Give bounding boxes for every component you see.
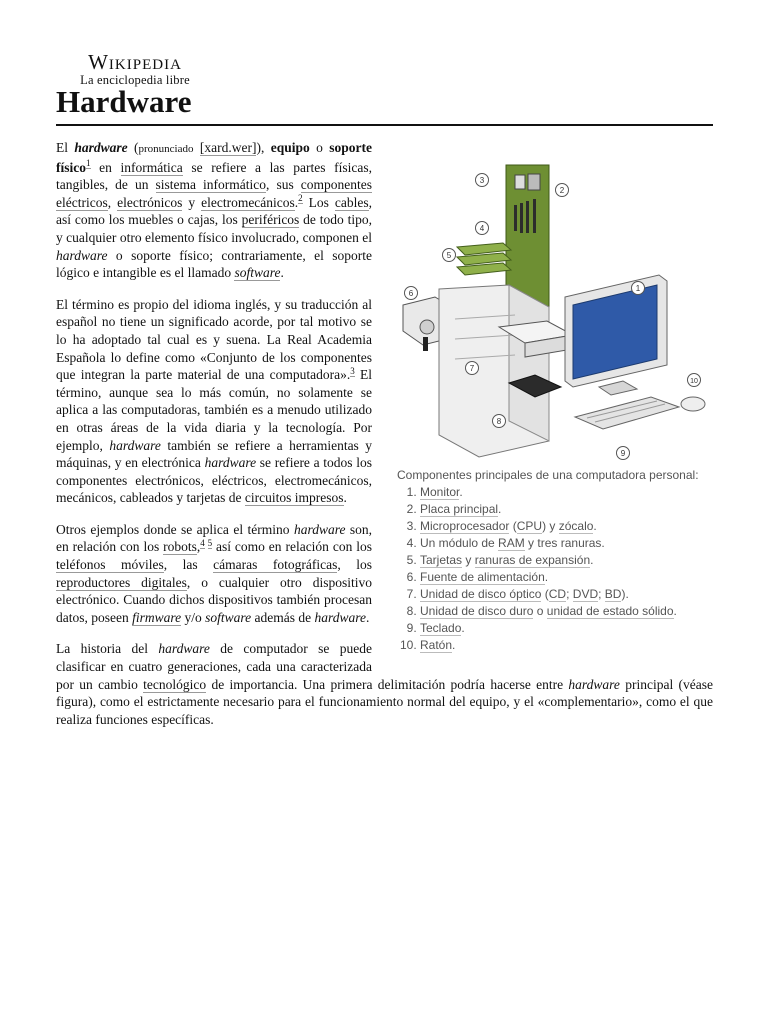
caption-link[interactable]: CPU xyxy=(516,519,543,533)
power-supply-fan-shape xyxy=(420,320,434,334)
reference-link[interactable]: 5 xyxy=(207,537,213,548)
caption-item: 9. Teclado. xyxy=(420,620,713,637)
ram-slot-shape xyxy=(514,205,517,231)
caption-link[interactable]: Microprocesador xyxy=(420,519,510,533)
caption-item: 2. Placa principal. xyxy=(420,501,713,518)
caption-link[interactable]: BD xyxy=(604,587,622,601)
caption-text: ( xyxy=(541,587,549,601)
callout-label: 2 xyxy=(559,186,565,195)
caption-text: y xyxy=(462,553,475,567)
callout-label: 3 xyxy=(479,176,485,185)
text-run: El xyxy=(56,140,68,155)
ram-slot-shape xyxy=(520,203,523,233)
callout-label: 8 xyxy=(496,417,502,426)
caption-link[interactable]: Placa principal xyxy=(420,502,499,516)
caption-text: Un módulo de xyxy=(420,536,499,550)
text-run: se refiere a las partes físicas, tangibles, de un xyxy=(56,159,373,193)
text-run: Otros ejemplos donde se aplica el término xyxy=(56,521,290,537)
link-tecnologico[interactable]: tecnológico xyxy=(143,676,207,692)
callout-label: 6 xyxy=(408,289,414,298)
caption-text: y tres ranuras. xyxy=(524,536,605,550)
text-run: son, en relación con los xyxy=(56,521,373,555)
link-perifericos[interactable]: periféricos xyxy=(241,212,300,228)
link-camaras-fotograficas[interactable]: cámaras fotográficas xyxy=(213,557,338,573)
caption-link[interactable]: Ratón xyxy=(420,638,453,652)
caption-link[interactable]: Unidad de disco óptico xyxy=(420,587,542,601)
text-run: La historia del xyxy=(56,641,148,657)
term-hardware: hardware xyxy=(293,521,346,537)
pronunciation-link[interactable]: [xard.wer] xyxy=(199,140,257,155)
callout-label: 1 xyxy=(635,284,641,293)
caption-text: ( xyxy=(509,519,517,533)
ram-slot-shape xyxy=(533,199,536,233)
link-electronicos[interactable]: electrónicos xyxy=(117,194,183,210)
monitor-stand-shape xyxy=(599,381,637,395)
caption-text: ; xyxy=(598,587,605,601)
caption-link[interactable]: unidad de estado sólido xyxy=(546,604,674,618)
caption-item xyxy=(420,586,713,603)
text-run: también se refiere a herramientas y máquinas, y en electrónica xyxy=(56,437,373,471)
caption-item: 5. Tarjetas y ranuras de expansión. xyxy=(420,552,713,569)
page-title: Hardware xyxy=(56,84,192,119)
callout-label: 10 xyxy=(690,378,698,385)
caption-link[interactable]: RAM xyxy=(498,536,525,550)
cpu-socket-shape xyxy=(515,175,525,189)
link-cables[interactable]: cables xyxy=(334,194,369,210)
reference-link[interactable]: 3 xyxy=(350,365,355,376)
caption-item xyxy=(420,535,713,552)
caption-link[interactable]: zócalo xyxy=(558,519,594,533)
ram-slot-shape xyxy=(526,201,529,233)
caption-item: 1. Monitor. xyxy=(420,484,713,501)
figure-image[interactable] xyxy=(397,139,713,467)
text-run: , o cualquier otro dispositivo electrónico. Cuando dichos dispositivos también procesan datos, poseen xyxy=(56,574,372,625)
reference-link[interactable]: 1 xyxy=(86,158,91,169)
logo-tagline: La enciclopedia libre xyxy=(80,73,190,87)
title-divider xyxy=(56,124,713,126)
link-firmware[interactable]: firmware xyxy=(132,609,182,625)
text-run: El término es propio del idioma inglés, y su traducción al español no tiene un significado acorde, por tal motivo se lo ha adoptado tal cual es y suena. La Real Academia Española lo define como «Conjunto de los componentes que integran la parte material de una computadora». xyxy=(56,296,372,383)
caption-link[interactable]: Teclado xyxy=(420,621,462,635)
caption-link[interactable]: Tarjetas xyxy=(420,553,463,567)
link-electromecanicos[interactable]: electromecánicos xyxy=(201,194,295,210)
term-hardware: hardware xyxy=(74,140,128,155)
text-run: o xyxy=(316,140,323,155)
caption-item: 6. Fuente de alimentación. xyxy=(420,569,713,586)
text-run: de todo tipo, y cualquier otro elemento físico involucrado, componen el xyxy=(56,212,373,245)
term-hardware: hardware xyxy=(158,641,210,657)
text-run: y xyxy=(188,194,196,210)
keyboard-shape xyxy=(575,397,679,429)
callout-label: 7 xyxy=(469,364,475,373)
pronunciation-label: pronunciado xyxy=(138,143,194,155)
caption-link[interactable]: ranuras de expansión xyxy=(474,553,591,567)
text-run: principal (véase figura), como el estrictamente necesario para el funcionamiento normal del equipo, y el «complementario», como el que realiza funciones específicas. xyxy=(56,676,714,727)
text-run: se refiere a todos los componentes electrónicos, eléctricos, electromecánicos, mecánicos, cableados y tarjetas de xyxy=(56,455,372,506)
paragraph-term: El término es propio del idioma inglés, y su traducción al español no tiene un significado acorde, por tal motivo se lo ha adoptado tal cual es y suena. La Real Academia Española lo define como «Conjunto de los componentes que integran la parte material de una computadora».$^3$ El término, aunque sea lo más común, no solamente se aplica a las computadoras, también es a menudo utilizado en otras áreas de la vida diaria y la tecnología. Por ejemplo, hardware también se refiere a herramientas y máquinas, y en electrónica hardware se refiere a todos los componentes electrónicos, eléctricos, electromecánicos, mecánicos, cableados y tarjetas de circuitos impresos. xyxy=(56,296,373,506)
caption-link[interactable]: Monitor xyxy=(420,485,460,499)
article-body xyxy=(56,139,713,742)
callout-label: 5 xyxy=(446,251,452,260)
term-hardware: hardware xyxy=(568,676,620,692)
caption-text: o xyxy=(533,604,547,618)
text-run: ), xyxy=(256,140,265,155)
link-componentes-electricos[interactable]: componentes eléctricos xyxy=(56,177,372,210)
term-equipo: equipo xyxy=(270,140,310,155)
text-run: o soporte físico; contrariamente, el soporte lógico e intangible es el llamado xyxy=(56,247,372,281)
text-run: así como en relación con los xyxy=(215,539,373,555)
paragraph-examples: Otros ejemplos donde se aplica el término hardware son, en relación con los robots,$^{4 5}$ así como en relación con los teléfonos móviles, las cámaras fotográficas, los reproductores digitales, o cualquier otro dispositivo electrónico. Cuando dichos dispositivos también procesan datos, poseen firmware y/o software además de hardware. xyxy=(56,521,373,625)
figure-computer-components xyxy=(397,139,713,654)
term-hardware: hardware xyxy=(204,455,257,471)
text-run: , los xyxy=(337,557,373,573)
text-run: de importancia. Una primera delimitación podría hacerse entre xyxy=(211,676,564,692)
caption-item: 3. Microprocesador (CPU) y zócalo. xyxy=(420,518,713,535)
link-informatica[interactable]: informática xyxy=(120,159,183,175)
caption-link[interactable]: CD xyxy=(548,587,567,601)
reference-link[interactable]: 4 xyxy=(200,537,205,548)
term-soporte-fisico: soporte físico xyxy=(56,140,372,175)
caption-text: ; xyxy=(566,587,573,601)
figure-caption xyxy=(397,467,713,654)
link-circuitos-impresos[interactable]: circuitos impresos xyxy=(244,490,344,506)
caption-link[interactable]: Unidad de disco duro xyxy=(420,604,534,618)
case-side-shape xyxy=(509,285,549,441)
cpu-shape xyxy=(528,174,540,190)
link-telefonos-moviles[interactable]: teléfonos móviles xyxy=(56,557,164,573)
link-sistema-informatico[interactable]: sistema informático xyxy=(155,177,267,193)
link-software[interactable]: software xyxy=(234,265,281,281)
caption-intro: Componentes principales de una computadora personal: xyxy=(397,468,699,482)
text-run: y/o xyxy=(184,609,202,625)
caption-link[interactable]: DVD xyxy=(572,587,599,601)
logo-wordmark: Wikipedia xyxy=(88,50,182,74)
caption-link[interactable]: Fuente de alimentación xyxy=(420,570,545,584)
paragraph-intro: El hardware (pronunciado [xard.wer]), equipo o soporte físico$^1$ en informática se refiere a las partes físicas, tangibles, de un sistema informático, sus componentes eléctricos, electrónicos y electromecánicos.$^2$ Los cables, así como los muebles o cajas, los periféricos de todo tipo, y cualquier otro elemento físico involucrado, componen el hardware o soporte físico; contrariamente, el soporte lógico e intangible es el llamado software. xyxy=(56,140,373,281)
text-run: , así como los muebles o cajas, los xyxy=(56,194,373,228)
term-hardware: hardware xyxy=(56,247,108,263)
term-hardware: hardware xyxy=(314,609,367,625)
caption-list xyxy=(397,484,713,654)
text-run: El término, aunque sea lo más común, no solamente se aplica a las computadoras, también es a menudo utilizado en otras áreas de la vida diaria y la tecnología. Por ejemplo, xyxy=(56,367,372,453)
caption-text: ) y xyxy=(542,519,559,533)
power-plug-shape xyxy=(423,337,428,351)
caption-item: 8. Unidad de disco duro o unidad de estado sólido. xyxy=(420,603,713,620)
term-software: software xyxy=(205,609,252,625)
text-run: además de xyxy=(254,609,312,625)
text-run: , las xyxy=(163,557,198,573)
text-run: de computador se puede clasificar en cuatro generaciones, cada una caracterizada por un cambio xyxy=(56,641,373,692)
link-robots[interactable]: robots xyxy=(163,539,197,555)
link-reproductores-digitales[interactable]: reproductores digitales xyxy=(56,574,187,590)
reference-link[interactable]: 2 xyxy=(298,193,303,204)
mouse-shape xyxy=(681,397,705,411)
text-run: Los xyxy=(308,194,329,210)
computer-components-illustration xyxy=(397,139,713,467)
text-run: , sus xyxy=(266,177,294,193)
text-run: en xyxy=(99,159,112,175)
caption-text: ). xyxy=(621,587,629,601)
caption-item: 10. Ratón. xyxy=(420,637,713,654)
term-hardware: hardware xyxy=(109,437,161,453)
callout-label: 9 xyxy=(620,449,626,458)
callout-label: 4 xyxy=(479,224,485,233)
